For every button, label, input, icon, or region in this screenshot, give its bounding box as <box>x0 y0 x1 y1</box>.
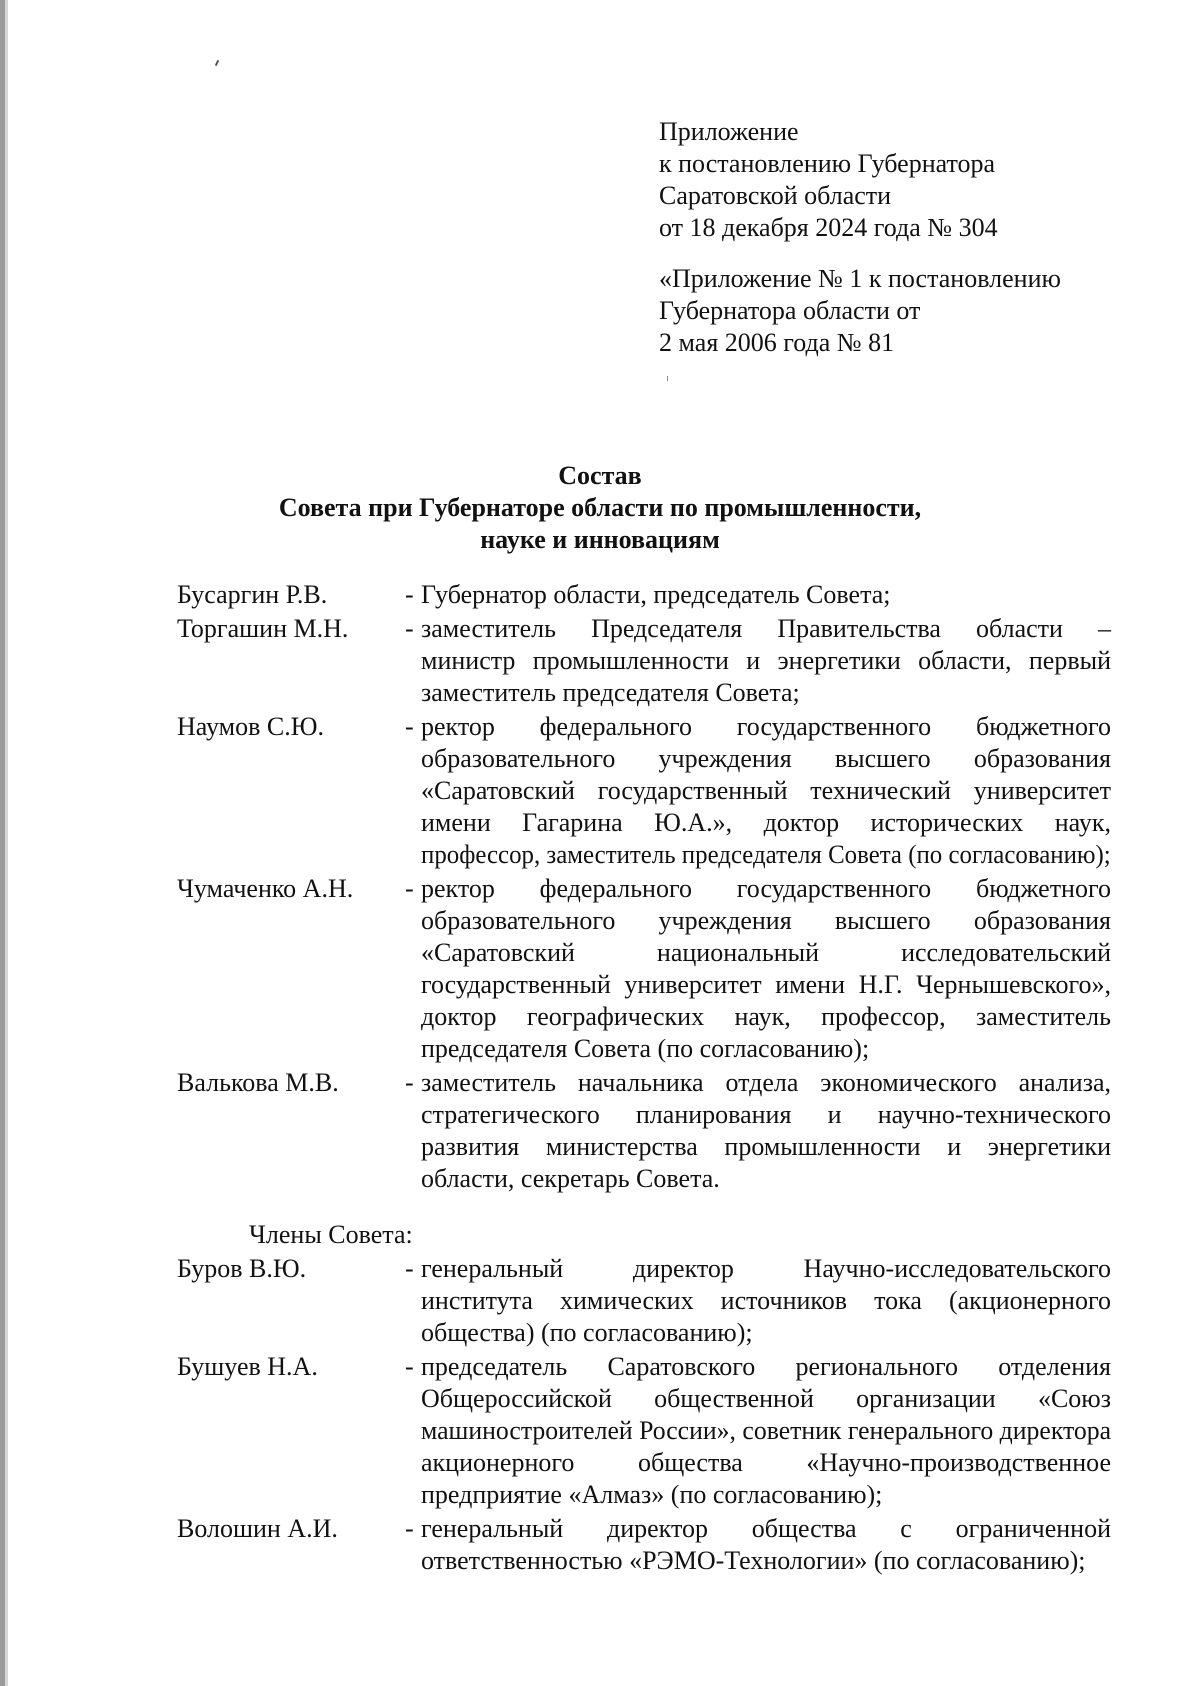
title-line: науке и инновациям <box>480 525 720 554</box>
member-role-line: развития министерства промышленности и энергетики <box>421 1132 1111 1161</box>
member-dash: - <box>405 874 414 903</box>
member-row <box>177 711 1112 871</box>
member-dash: - <box>405 1352 414 1381</box>
member-role <box>421 579 1111 611</box>
leadership-list <box>177 579 1112 1195</box>
member-role <box>421 1253 1111 1349</box>
appendix-header <box>659 116 1179 359</box>
title-line: Совета при Губернаторе области по промышленности, <box>278 493 922 522</box>
member-role-line: образовательного учреждения высшего образования <box>421 744 1111 773</box>
member-role-line: заместитель начальника отдела экономического анализа, <box>421 1068 1111 1097</box>
member-role-line: доктор географических наук, профессор, заместитель <box>421 1002 1111 1031</box>
member-role-line: профессор, заместитель председателя Совета (по согласованию); <box>421 840 1111 869</box>
member-role-line: заместитель председателя Совета; <box>421 678 800 707</box>
member-dash: - <box>405 1514 414 1543</box>
council-composition <box>177 579 1112 1579</box>
member-role <box>421 1351 1111 1511</box>
member-role-line: предприятие «Алмаз» (по согласованию); <box>421 1480 883 1509</box>
member-role <box>421 613 1111 709</box>
member-role-line: государственный университет имени Н.Г. Чернышевского», <box>421 970 1111 999</box>
member-role-line: председатель Саратовского регионального отделения <box>421 1352 1111 1381</box>
member-row <box>177 1351 1112 1511</box>
member-role-line: «Саратовский национальный исследовательский <box>421 938 1111 967</box>
member-dash: - <box>405 712 414 741</box>
member-name: Торгашин М.Н. <box>177 614 349 643</box>
member-row <box>177 1067 1112 1195</box>
member-dash: - <box>405 614 414 643</box>
scan-edge <box>0 0 5 1686</box>
member-role <box>421 711 1111 871</box>
member-role-line: института химических источников тока (акционерного <box>421 1286 1111 1315</box>
amended-header-line: Губернатора области от <box>659 296 921 325</box>
member-role-line: «Саратовский государственный технический университет <box>421 776 1111 805</box>
member-role-line: машиностроителей России», советник генерального директора <box>421 1416 1112 1445</box>
member-name: Наумов С.Ю. <box>177 712 324 741</box>
amended-header-line: 2 мая 2006 года № 81 <box>659 328 895 357</box>
member-role-line: Общероссийской общественной организации «Союз <box>421 1384 1111 1413</box>
member-row <box>177 579 1112 611</box>
members-list <box>177 1253 1112 1577</box>
scan-speck <box>215 60 219 66</box>
scan-speck <box>667 376 668 381</box>
member-dash: - <box>405 1254 414 1283</box>
header-line: к постановлению Губернатора <box>659 149 996 178</box>
member-role-line: заместитель Председателя Правительства области – <box>421 614 1111 643</box>
member-name: Буров В.Ю. <box>177 1254 307 1283</box>
member-role-line: ответственностью «РЭМО-Технологии» (по согласованию); <box>421 1546 1086 1575</box>
header-line: от 18 декабря 2024 года № 304 <box>659 213 998 242</box>
member-role-line: ректор федерального государственного бюджетного <box>421 874 1111 903</box>
member-role-line: имени Гагарина Ю.А.», доктор исторических наук, <box>421 808 1111 837</box>
title-line: Состав <box>558 461 642 490</box>
member-role-line: общества) (по согласованию); <box>421 1318 753 1347</box>
member-role-line: стратегического планирования и научно-технического <box>421 1100 1111 1129</box>
member-role <box>421 873 1111 1065</box>
amended-header-line: «Приложение № 1 к постановлению <box>659 264 1061 293</box>
member-role-line: председателя Совета (по согласованию); <box>421 1034 870 1063</box>
member-name: Волошин А.И. <box>177 1514 338 1543</box>
member-role-line: генеральный директор общества с ограниченной <box>421 1514 1111 1543</box>
member-role-line: ректор федерального государственного бюджетного <box>421 712 1111 741</box>
member-role-line: акционерного общества «Научно-производственное <box>421 1448 1111 1477</box>
member-row <box>177 873 1112 1065</box>
member-dash: - <box>405 580 414 609</box>
member-role-line: Губернатор области, председатель Совета; <box>421 580 891 609</box>
header-line: Приложение <box>659 117 799 146</box>
member-role-line: области, секретарь Совета. <box>421 1164 720 1193</box>
member-row <box>177 1253 1112 1349</box>
member-name: Бусаргин Р.В. <box>177 580 328 609</box>
member-dash: - <box>405 1068 414 1097</box>
document-title <box>0 460 1200 556</box>
member-name: Валькова М.В. <box>177 1068 339 1097</box>
member-row <box>177 1513 1112 1577</box>
member-row <box>177 613 1112 709</box>
member-role-line: генеральный директор Научно-исследовательского <box>421 1254 1111 1283</box>
member-role <box>421 1513 1111 1577</box>
header-line: Саратовской области <box>659 181 892 210</box>
member-role-line: министр промышленности и энергетики области, первый <box>421 646 1111 675</box>
member-role-line: образовательного учреждения высшего образования <box>421 906 1111 935</box>
member-name: Чумаченко А.Н. <box>177 874 354 903</box>
member-role <box>421 1067 1111 1195</box>
member-name: Бушуев Н.А. <box>177 1352 318 1381</box>
members-label: Члены Совета: <box>249 1220 413 1249</box>
